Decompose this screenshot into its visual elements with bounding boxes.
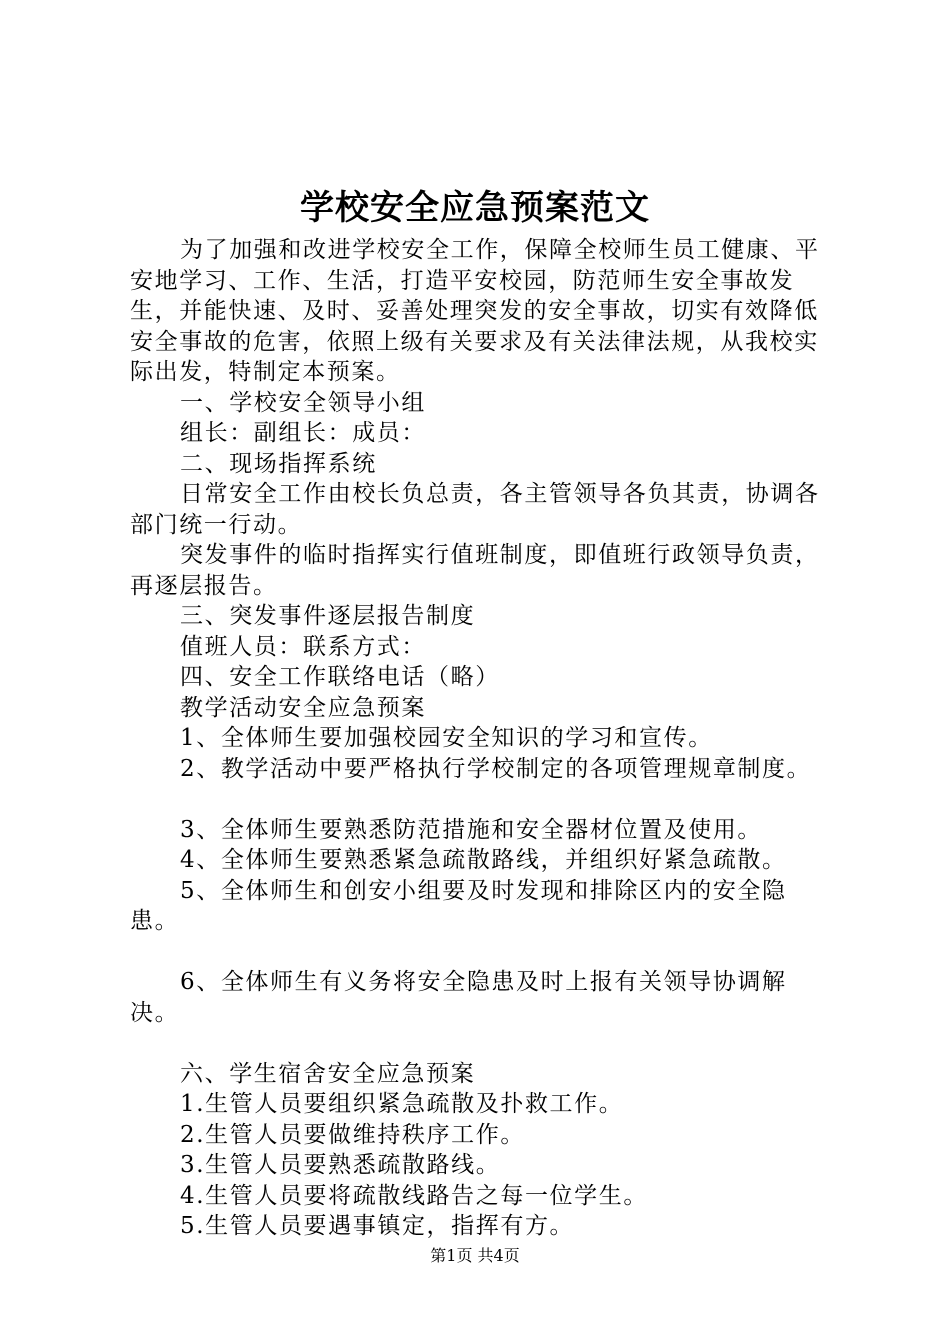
teaching-item: 4、全体师生要熟悉紧急疏散路线，并组织好紧急疏散。: [180, 847, 787, 873]
page-footer: 第1页 共4页: [430, 1246, 520, 1265]
section-heading-reporting: 三、突发事件逐层报告制度: [180, 603, 476, 629]
document-title: 学校安全应急预案范文: [300, 188, 650, 228]
dorm-item: 1.生管人员要组织紧急疏散及扑救工作。: [180, 1091, 624, 1117]
section-heading-phone: 四、安全工作联络电话（略）: [180, 664, 500, 690]
dorm-item: 2.生管人员要做维持秩序工作。: [180, 1121, 525, 1148]
teaching-item: 1、全体师生要加强校园安全知识的学习和宣传。: [180, 725, 713, 751]
duty-contact-line: 值班人员：联系方式：: [180, 633, 426, 660]
dorm-item: 5.生管人员要遇事镇定，指挥有方。: [180, 1213, 575, 1239]
blank-line: [130, 1028, 835, 1059]
dorm-item: 4.生管人员要将疏散线路告之每一位学生。: [180, 1182, 648, 1209]
teaching-item: 5、全体师生和创安小组要及时发现和排除区内的安全隐患。: [130, 877, 787, 934]
teaching-item: 6、全体师生有义务将安全隐患及时上报有关领导协调解决。: [130, 969, 787, 1026]
dorm-item: 3.生管人员要熟悉疏散路线。: [180, 1152, 501, 1178]
teaching-item: 2、教学活动中要严格执行学校制定的各项管理规章制度。: [180, 755, 812, 782]
intro-paragraph: 为了加强和改进学校安全工作，保障全校师生员工健康、平安地学习、工作、生活，打造平安校园，防范师生安全事故发生，并能快速、及时、妥善处理突发的安全事故，切实有效降低安全事故的危害，依照上级有关要求及有关法律法规，从我校实际出发，特制定本预案。: [130, 237, 820, 385]
section-heading-dormitory: 六、学生宿舍安全应急预案: [180, 1060, 476, 1087]
blank-line: [130, 784, 835, 815]
section-heading-teaching: 教学活动安全应急预案: [180, 694, 426, 721]
leadership-members-line: 组长：副组长：成员：: [180, 420, 426, 446]
blank-line: [130, 937, 835, 968]
section-heading-leadership: 一、学校安全领导小组: [180, 389, 426, 416]
document-body: [130, 235, 835, 1242]
section-heading-command: 二、现场指挥系统: [180, 450, 377, 477]
teaching-item: 3、全体师生要熟悉防范措施和安全器材位置及使用。: [180, 816, 763, 843]
command-paragraph-1: 日常安全工作由校长负总责，各主管领导各负其责，协调各部门统一行动。: [130, 481, 820, 538]
command-paragraph-2: 突发事件的临时指挥实行值班制度，即值班行政领导负责，再逐层报告。: [130, 542, 820, 599]
